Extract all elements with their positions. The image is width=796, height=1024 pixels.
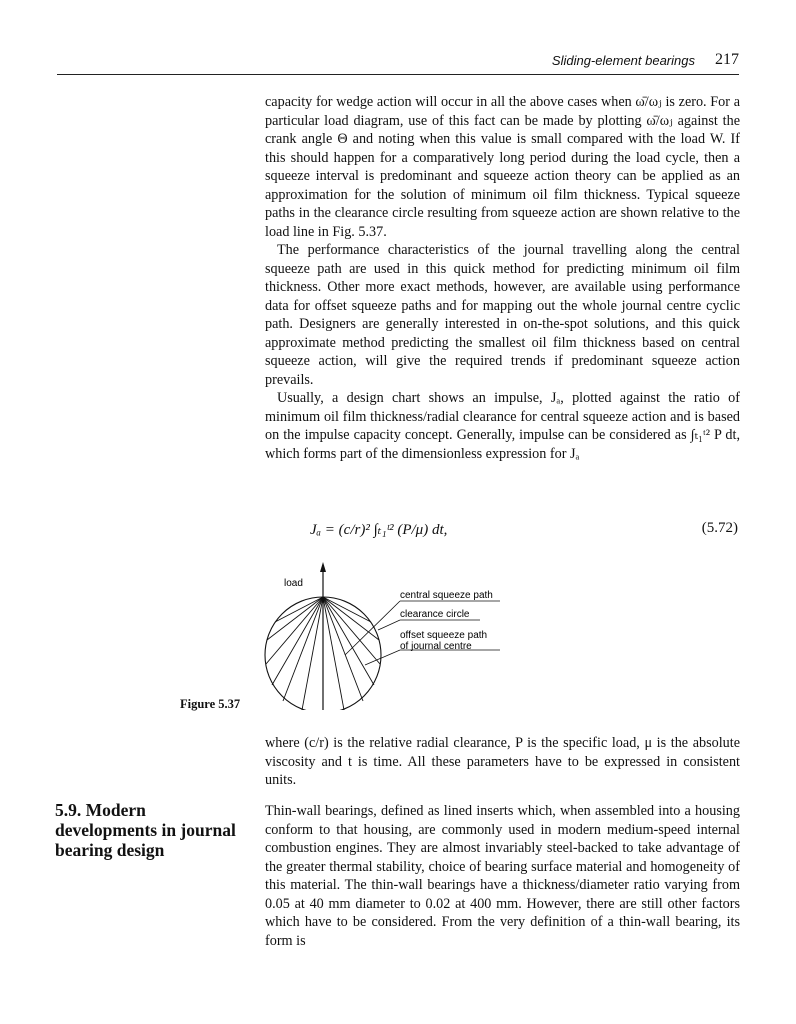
paragraph-2: The performance characteristics of the journal travelling along the central squeeze path are used in this quick method for predicting minimum oil film thickness. Other more exact methods, however, are available using performance data for offset squeeze paths and for mapping out the whole journal centre cyclic path. Designers are generally interested in on-the-spot solutions, and this quick approximate method predicting the smallest oil film thickness based on central squeeze action, will give the required trends if predominant squeeze action prevails.: [265, 242, 740, 388]
figure-caption: Figure 5.37: [180, 697, 241, 711]
label-of-journal-centre: of journal centre: [400, 641, 472, 652]
load-arrow-head: [320, 562, 326, 572]
section-heading: 5.9. Modern developments in journal bearing design: [55, 800, 236, 860]
running-title: Sliding-element bearings: [551, 53, 695, 68]
paragraph-4: where (c/r) is the relative radial clearance, P is the specific load, μ is the absolute viscosity and t is time. All these parameters have to be expressed in consistent units.: [265, 735, 740, 788]
equation-expression: Jₐ = (c/r)² ∫ₜ₁ᵗ² (P/μ) dt,: [310, 522, 448, 538]
body-text-middle: [265, 734, 740, 790]
figure-squeeze-paths: [250, 560, 520, 710]
body-text-bottom: [265, 802, 740, 950]
equation-5-72: [300, 510, 740, 550]
equation-number: (5.72): [701, 520, 738, 536]
paragraph-5: Thin-wall bearings, defined as lined inserts which, when assembled into a housing conform to that housing, are commonly used in modern medium-speed internal combustion engines. They are almost invariably steel-backed to take advantage of the greater thermal stability, choice of bearing surface material and homogeneity of this material. The thin-wall bearings have a thickness/diameter ratio varying from 0.05 at 40 mm diameter to 0.02 at 400 mm. However, there are still other factors which have to be considered. From the very definition of a thin-wall bearing, its form is: [265, 803, 740, 949]
squeeze-paths: [266, 597, 380, 710]
page-number: 217: [715, 51, 739, 68]
label-load: load: [284, 578, 303, 589]
label-central-squeeze-path: central squeeze path: [400, 590, 493, 601]
paragraph-1: capacity for wedge action will occur in all the above cases when ω̄/ωⱼ is zero. For a particular load diagram, use of this fact can be made by plotting ω̄/ωⱼ against the crank angle Θ and noting when this value is small compared with the load W. If this should happen for a comparatively long period during the load cycle, then a squeeze interval is predominant and squeeze action theory can be applied as an approximation for the solution of minimum oil film thickness. Typical squeeze paths in the clearance circle resulting from squeeze action are shown relative to the load line in Fig. 5.37.: [265, 94, 740, 240]
label-clearance-circle: clearance circle: [400, 609, 470, 620]
paragraph-3: Usually, a design chart shows an impulse, Jₐ, plotted against the ratio of minimum oil film thickness/radial clearance for central squeeze action and is based on the impulse capacity concept. Generally, impulse can be considered as ∫ₜ₁ᵗ² P dt, which forms part of the dimensionless expression for Jₐ: [265, 390, 740, 462]
body-text-top: [265, 93, 740, 463]
page-header: [57, 50, 739, 75]
label-offset-squeeze-path: offset squeeze path: [400, 630, 488, 641]
